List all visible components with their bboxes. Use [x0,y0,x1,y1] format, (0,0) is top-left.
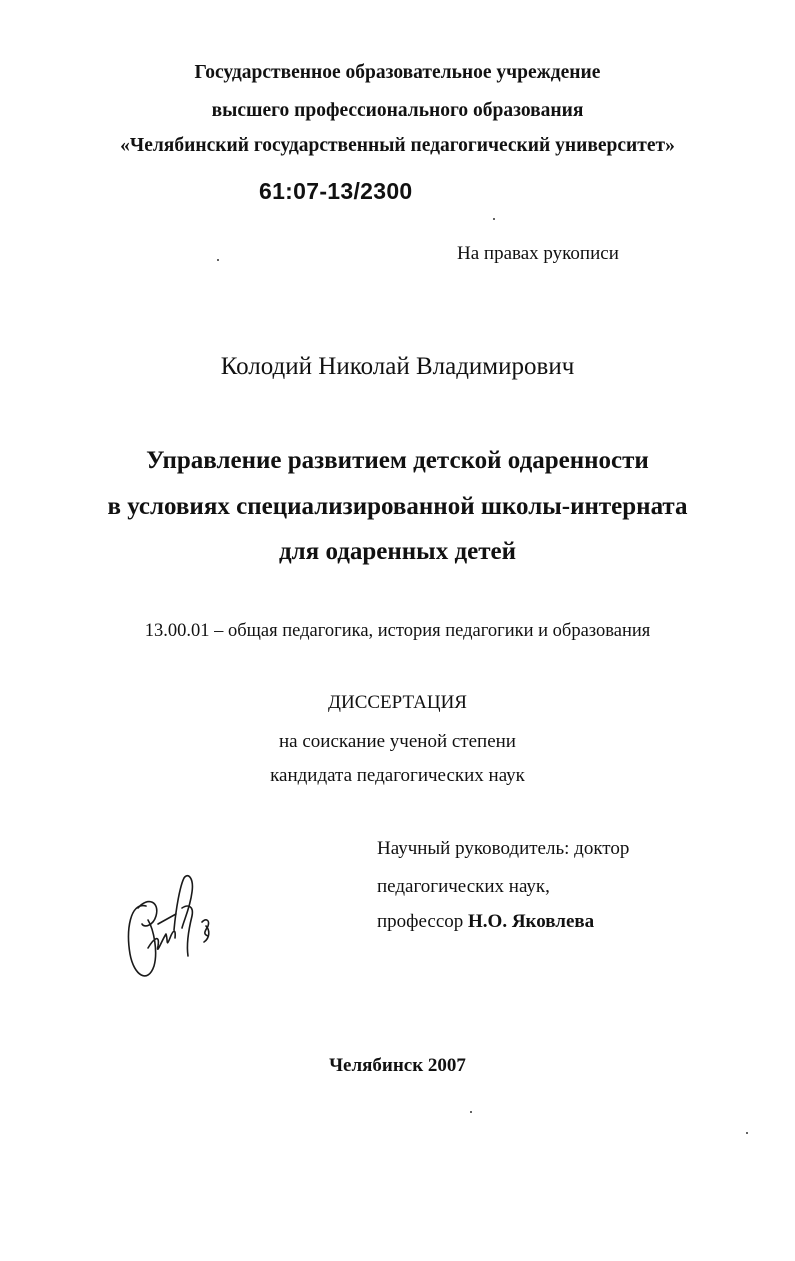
author-name: Колодий Николай Владимирович [220,353,575,380]
advisor-title: профессор [377,911,469,932]
city-year: Челябинск 2007 [329,1055,466,1076]
author-signature [118,868,228,993]
institution-line-3: «Челябинский государственный педагогический университет» [120,135,675,156]
manuscript-rights-note: На правах рукописи [457,243,619,264]
institution-line-1: Государственное образовательное учреждение [194,62,601,83]
thesis-title-line-3: для одаренных детей [279,538,516,565]
advisor-name: Н.О. Яковлева [468,911,595,932]
dissertation-label: ДИССЕРТАЦИЯ [328,692,467,713]
advisor-line-2: педагогических наук, [377,876,550,897]
scan-speck [746,1132,748,1134]
scan-speck [217,259,219,261]
thesis-title-line-2: в условиях специализированной школы-интерната [107,493,688,520]
scan-speck [470,1111,472,1113]
thesis-title-line-1: Управление развитием детской одаренности [146,447,649,474]
specialty-code: 13.00.01 – общая педагогика, история педагогики и образования [144,621,651,641]
degree-line-2: кандидата педагогических наук [270,765,525,786]
degree-line-1: на соискание ученой степени [279,731,516,752]
institution-line-2: высшего профессионального образования [211,100,584,121]
advisor-line-3 [377,911,594,933]
archive-code: 61:07-13/2300 [259,178,413,204]
scan-speck [493,218,495,220]
advisor-line-1: Научный руководитель: доктор [377,838,630,859]
